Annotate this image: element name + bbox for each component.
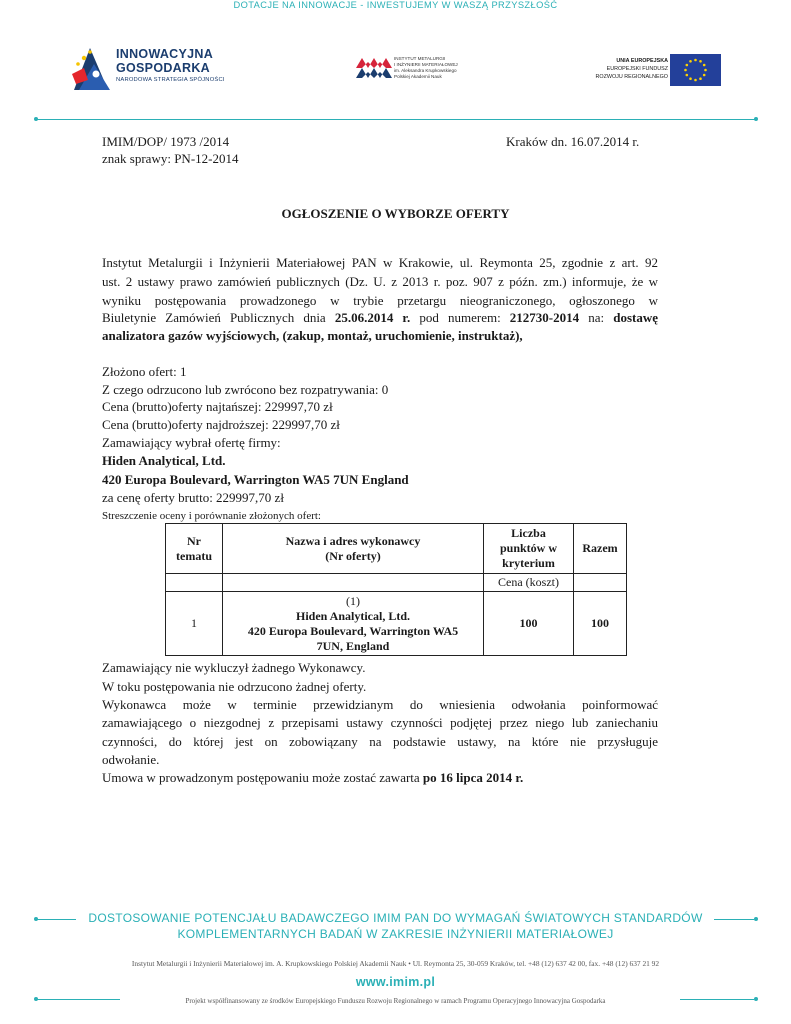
subheader-empty-3 (574, 574, 627, 592)
no-rejection: W toku postępowania nie odrzucono żadnej oferty. (102, 679, 367, 694)
subheader-criterion: Cena (koszt) (484, 574, 574, 592)
header-total: Razem (574, 524, 627, 574)
row-points: 100 (484, 592, 574, 656)
row-offer-number: (1) (346, 593, 360, 608)
chosen-label: Zamawiający wybrał ofertę firmy: (102, 435, 281, 450)
chosen-company: Hiden Analytical, Ltd. (102, 453, 226, 468)
highest-price: Cena (brutto)oferty najdroższej: 229997,70 zł (102, 417, 340, 432)
chosen-address: 420 Europa Boulevard, Warrington WA5 7UN England (102, 472, 409, 487)
lowest-price: Cena (brutto)oferty najtańszej: 229997,70 zł (102, 399, 333, 414)
row-total: 100 (574, 592, 627, 656)
table-subheader-row (166, 574, 627, 592)
document-title: OGŁOSZENIE O WYBORZE OFERTY (281, 206, 510, 221)
intro-line-4-b: pod numerem: (419, 310, 501, 325)
offers-table (165, 523, 627, 656)
intro-line-1: Instytut Metalurgii i Inżynierii Materiałowej PAN w Krakowie, ul. Reymonta 25, zgodnie z art. 92 (102, 255, 658, 270)
footer-website-link[interactable]: www.imim.pl (355, 975, 436, 989)
no-exclusion: Zamawiający nie wykluczył żadnego Wykonawcy. (102, 660, 366, 675)
slogan-rule (36, 119, 756, 120)
subheader-empty-2 (223, 574, 484, 592)
appeal-line-2: zamawiającego o niezgodnej z przepisami ustawy czynności podjętej przez niego lub zaniechaniu (102, 715, 658, 730)
slogan: DOTACJE NA INNOWACJE - INWESTUJEMY W WASZĄ PRZYSZŁOŚĆ (233, 0, 558, 10)
chosen-price: za cenę oferty brutto: 229997,70 zł (102, 490, 284, 505)
ig-logo-line3: NARODOWA STRATEGIA SPÓJNOŚCI (116, 77, 225, 83)
contract-date: po 16 lipca 2014 r. (422, 770, 524, 785)
row-address-2: 7UN, England (316, 638, 390, 653)
row-address-1: 420 Europa Boulevard, Warrington WA5 (247, 623, 459, 638)
intro-line-4-c: na: (588, 310, 605, 325)
contract-note (102, 769, 523, 786)
footer-cofinancing-note: Projekt współfinansowany ze środków Europejskiego Funduszu Rozwoju Regionalnego w ramach Programu Operacyjnego Innowacyjna Gospodarka (185, 997, 606, 1005)
document-reference: IMIM/DOP/ 1973 /2014 (102, 134, 230, 149)
row-name (223, 592, 484, 656)
imim-logo-line2: I INŻYNIERII MATERIAŁOWEJ (394, 62, 458, 67)
header-points-line1: Liczba (511, 526, 546, 540)
summary-label: Streszczenie oceny i porównanie złożonych ofert: (102, 510, 321, 522)
header-name-line1: Nazwa i adres wykonawcy (285, 533, 421, 548)
header-points-line2: punktów w (499, 541, 558, 555)
intro-line-4 (102, 309, 658, 326)
header-name (223, 524, 484, 574)
table-header-row (166, 524, 627, 574)
header-points-line3: kryterium (502, 556, 555, 570)
header-nr (166, 524, 223, 574)
announcement-date: 25.06.2014 r. (334, 310, 411, 325)
header-points (484, 524, 574, 574)
imim-logo-line3: im. Aleksandra Krupkowskiego (394, 68, 457, 73)
imim-emblem-icon (356, 54, 392, 80)
innowacyjna-gospodarka-logo (70, 44, 245, 92)
eu-logo (565, 54, 725, 88)
eu-flag-icon (670, 54, 721, 86)
offers-count: Złożono ofert: 1 (102, 364, 187, 379)
eu-logo-line3: ROZWOJU REGIONALNEGO (595, 74, 668, 80)
row-nr: 1 (166, 592, 223, 656)
footer-project-title-2: KOMPLEMENTARNYCH BADAŃ W ZAKRESIE INŻYNIERII MATERIAŁOWEJ (177, 927, 614, 941)
ig-logo-line1: INNOWACYJNA (116, 47, 214, 61)
ig-logo-line2: GOSPODARKA (116, 61, 210, 75)
contract-note-text: Umowa w prowadzonym postępowaniu może zostać zawarta (102, 770, 420, 785)
slogan-rule-dot-right (754, 117, 758, 121)
eu-logo-line1: UNIA EUROPEJSKA (616, 58, 668, 64)
appeal-line-3: czynności, do której jest on zobowiązany na podstawie ustawy, na które nie przysługuje (102, 734, 658, 749)
ig-emblem-icon (70, 44, 114, 92)
imim-logo-line4: Polskiej Akademii Nauk (394, 74, 442, 79)
row-company: Hiden Analytical, Ltd. (295, 608, 411, 623)
announcement-number: 212730-2014 (509, 310, 580, 325)
subject-description: analizatora gazów wyjściowych, (zakup, montaż, uruchomienie, instruktaż), (102, 328, 523, 343)
intro-line-4-a: Biuletynie Zamówień Publicznych dnia (102, 310, 326, 325)
imim-logo-line1: INSTYTUT METALURGII (394, 56, 446, 61)
subheader-empty-1 (166, 574, 223, 592)
appeal-line-1: Wykonawca może w terminie przewidzianym do wniesienia odwołania poinformować (102, 697, 658, 712)
subject-start: dostawę (613, 310, 659, 325)
footer-project-title-1: DOSTOSOWANIE POTENCJAŁU BADAWCZEGO IMIM PAN DO WYMAGAŃ ŚWIATOWYCH STANDARDÓW (88, 911, 703, 925)
header-nr-line1: Nr (187, 533, 201, 548)
footer-address: Instytut Metalurgii i Inżynierii Materiałowej im. A. Krupkowskiego Polskiej Akademii Nauk • Ul. Reymonta 25, 30-059 Kraków, tel. +48 (12) 637 42 00, fax. +48 (12) 637 21 92 (131, 959, 660, 968)
intro-line-3: wyniku postępowania prowadzonego w trybie przetargu nieograniczonego, ogłoszonego w (102, 293, 658, 308)
header-nr-line2: tematu (176, 548, 212, 563)
imim-logo (356, 54, 481, 88)
table-row (166, 592, 627, 656)
rejected-count: Z czego odrzucono lub zwrócono bez rozpatrywania: 0 (102, 382, 389, 397)
document-date: Kraków dn. 16.07.2014 r. (506, 134, 640, 149)
appeal-line-4: odwołanie. (102, 752, 160, 767)
eu-logo-line2: EUROPEJSKI FUNDUSZ (606, 66, 668, 72)
case-number: znak sprawy: PN-12-2014 (102, 151, 239, 166)
intro-line-2: ust. 2 ustawy prawo zamówień publicznych (Dz. U. z 2013 r. poz. 907 z późn. zm.) informuje, że w (102, 274, 658, 289)
header-name-line2: (Nr oferty) (325, 548, 381, 563)
